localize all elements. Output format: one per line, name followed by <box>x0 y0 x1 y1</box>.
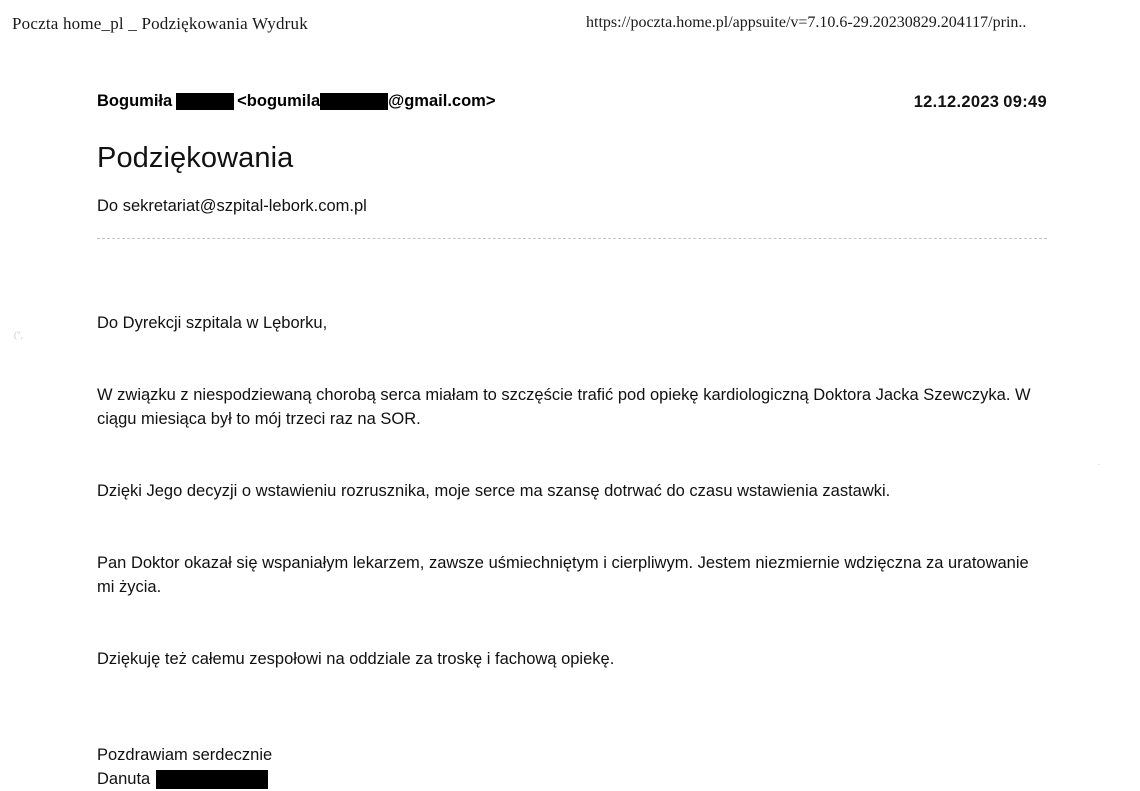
body-paragraph-2: W związku z niespodziewaną chorobą serca miałam to szczęście trafić pod opiekę kardiologiczną Doktora Jacka Szewczyka. W ciągu miesiąca był to mój trzeci raz na SOR. <box>97 386 1036 428</box>
message-date: 12.12.2023 <box>913 93 1000 111</box>
redaction-bar-surname <box>176 93 234 110</box>
message-subject: Podziękowania <box>97 142 294 174</box>
signoff-name: Danuta <box>97 770 151 788</box>
sender-name: Bogumiła <box>97 92 173 110</box>
document-title: Poczta home_pl _ Podziękowania Wydruk <box>12 14 308 33</box>
sender-email-prefix: <bogumila <box>237 92 321 110</box>
scan-artifact-right: . <box>1098 458 1100 467</box>
scan-artifact-left: (", <box>14 330 23 340</box>
message-time: 09:49 <box>1003 93 1047 111</box>
sender-line <box>97 92 1047 111</box>
recipients-line <box>97 197 1047 216</box>
signoff-name-row <box>97 767 1047 791</box>
header-body-divider <box>97 238 1047 239</box>
recipients-label: Do <box>97 197 119 215</box>
email-message <box>97 92 1047 791</box>
message-datetime <box>914 93 1047 112</box>
body-paragraph-3: Dzięki Jego decyzji o wstawieniu rozrusznika, moje serce ma szansę dotrwać do czasu wstawienia zastawki. <box>97 482 891 500</box>
body-paragraph-4: Pan Doktor okazał się wspaniałym lekarzem, zawsze uśmiechniętym i cierpliwym. Jestem niezmiernie wdzięczna za uratowanie mi życia. <box>97 554 1034 596</box>
print-header <box>0 14 1140 40</box>
body-spacer <box>97 719 1047 743</box>
source-url: https://poczta.home.pl/appsuite/v=7.10.6-29.20230829.204117/prin.. <box>586 14 1027 31</box>
message-signoff <box>97 743 1047 791</box>
body-paragraph-1: Do Dyrekcji szpitala w Lęborku, <box>97 314 328 332</box>
body-paragraph-5: Dziękuję też całemu zespołowi na oddziale za troskę i fachową opiekę. <box>97 650 615 668</box>
redaction-bar-signature <box>156 770 268 789</box>
message-body <box>97 263 1047 719</box>
recipient-address: sekretariat@szpital-lebork.com.pl <box>122 197 367 215</box>
sender-email-suffix: @gmail.com> <box>388 92 496 110</box>
signoff-greeting: Pozdrawiam serdecznie <box>97 746 273 764</box>
redaction-bar-email <box>320 93 388 110</box>
message-header-row <box>97 92 1047 118</box>
